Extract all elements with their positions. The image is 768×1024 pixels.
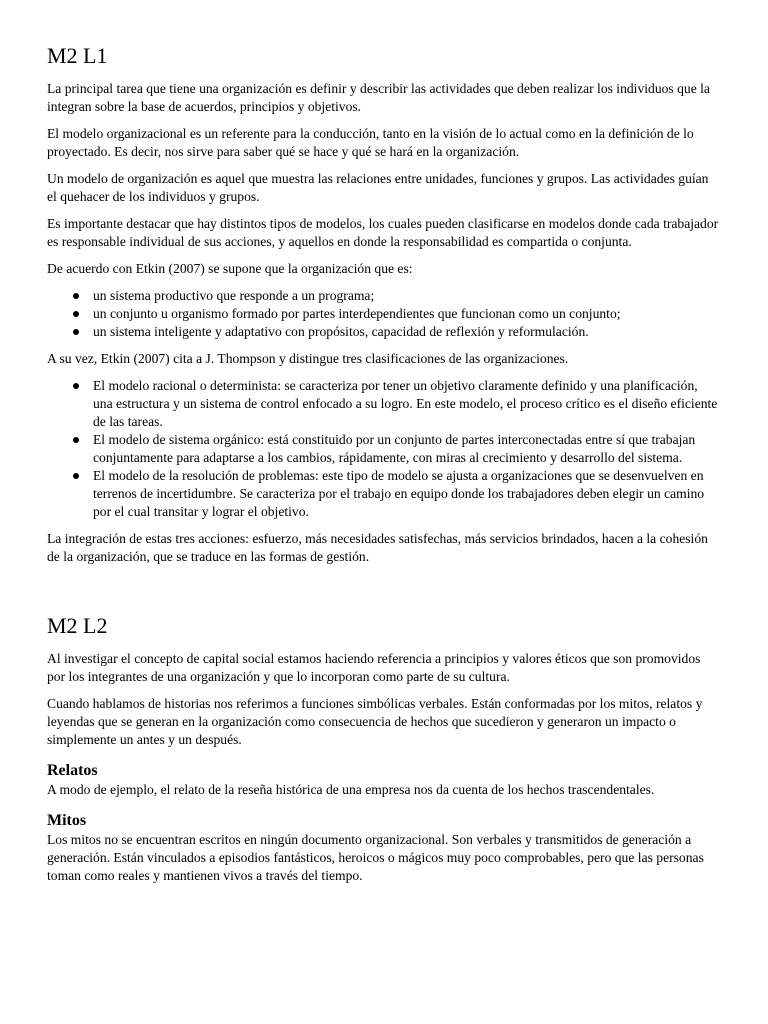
paragraph: El modelo organizacional es un referente para la conducción, tanto en la visión de lo actual como en la definición de lo proyectado. Es decir, nos sirve para saber qué se hace y qué se hará en la organización. [47, 126, 694, 159]
list-item: El modelo de la resolución de problemas: este tipo de modelo se ajusta a organizaciones que se desenvuelven en terrenos de incertidumbre. Se caracteriza por el trabajo en equipo donde los trabajadores deben elegir un camino por el cual transitar y lograr el objetivo. [93, 467, 720, 521]
list-item: El modelo de sistema orgánico: está constituido por un conjunto de partes interconectadas entre sí que trabajan conjuntamente para adaptarse a los cambios, rápidamente, con miras al crecimiento y desarrollo del sistema. [93, 431, 720, 467]
paragraph: Es importante destacar que hay distintos tipos de modelos, los cuales pueden clasificarse en modelos donde cada trabajador es responsable individual de sus acciones, y aquellos en donde la responsabilidad es compartida o conjunta. [47, 216, 719, 249]
paragraph: Un modelo de organización es aquel que muestra las relaciones entre unidades, funciones y grupos. Las actividades guían el quehacer de los individuos y grupos. [47, 171, 709, 204]
paragraph: Cuando hablamos de historias nos referimos a funciones simbólicas verbales. Están conformadas por los mitos, relatos y leyendas que se generan en la organización como consecuencia de hechos que sucedieron y generaron un impacto o simplemente un antes y un después. [47, 696, 703, 747]
list-item: un sistema inteligente y adaptativo con propósitos, capacidad de reflexión y reformulación. [93, 323, 720, 341]
subheading-relatos: Relatos [47, 762, 98, 779]
section-title: M2 L1 [47, 43, 108, 68]
bullet-list [47, 377, 720, 521]
list-item: un conjunto u organismo formado por partes interdependientes que funcionan como un conjunto; [93, 305, 720, 323]
paragraph: A su vez, Etkin (2007) cita a J. Thompson y distingue tres clasificaciones de las organizaciones. [47, 351, 569, 366]
paragraph: Los mitos no se encuentran escritos en ningún documento organizacional. Son verbales y transmitidos de generación a generación. Están vinculados a episodios fantásticos, heroicos o mágicos muy poco comprobables, pero que las personas toman como reales y mantienen vivos a través del tiempo. [47, 832, 704, 883]
section-title: M2 L2 [47, 613, 108, 638]
paragraph: A modo de ejemplo, el relato de la reseña histórica de una empresa nos da cuenta de los hechos trascendentales. [47, 782, 655, 797]
section-m2-l2 [47, 612, 720, 885]
paragraph: La integración de estas tres acciones: esfuerzo, más necesidades satisfechas, más servicios brindados, hacen a la cohesión de la organización, que se traduce en las formas de gestión. [47, 531, 708, 564]
subheading-mitos: Mitos [47, 812, 87, 829]
paragraph: De acuerdo con Etkin (2007) se supone que la organización que es: [47, 261, 413, 276]
paragraph: La principal tarea que tiene una organización es definir y describir las actividades que deben realizar los individuos que la integran sobre la base de acuerdos, principios y objetivos. [47, 81, 710, 114]
paragraph: Al investigar el concepto de capital social estamos haciendo referencia a principios y valores éticos que son promovidos por los integrantes de una organización y que lo incorporan como parte de su cultura. [47, 651, 701, 684]
bullet-list [47, 287, 720, 341]
section-m2-l1 [47, 42, 720, 566]
list-item: El modelo racional o determinista: se caracteriza por tener un objetivo claramente definido y una planificación, una estructura y un sistema de control enfocado a su logro. En este modelo, el proceso crítico es el diseño eficiente de las tareas. [93, 377, 720, 431]
list-item: un sistema productivo que responde a un programa; [93, 287, 720, 305]
